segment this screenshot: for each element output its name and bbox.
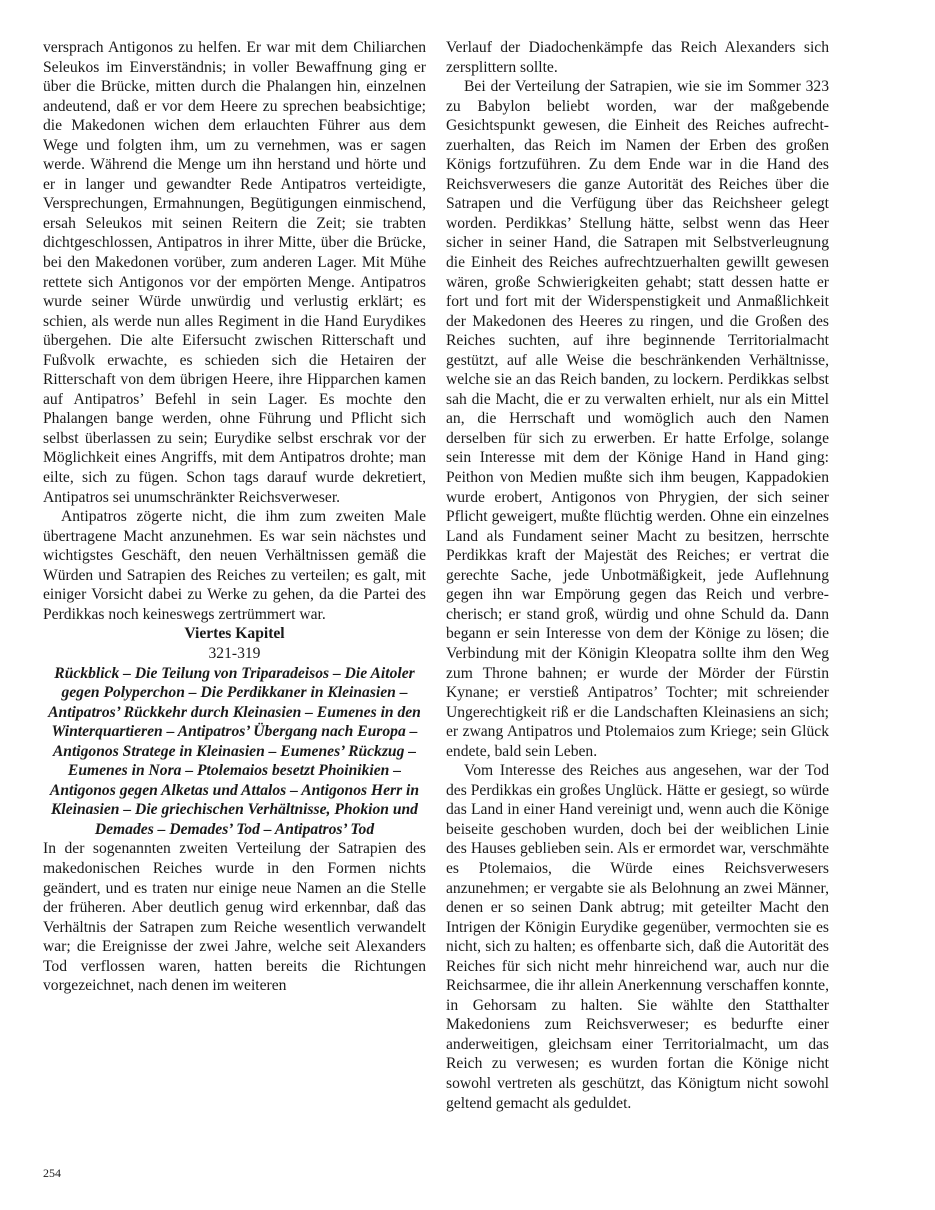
left-column bbox=[43, 38, 426, 996]
left-paragraph-1: versprach Antigonos zu helfen. Er war mit dem Chiliarchen Seleukos im Einverständnis; in voller Bewaffnung ging er über die Brücke, mitten durch die Phalangen hin, einzelnen andeutend, daß er vor dem Heere zu sprechen beabsichtige; die Makedonen wichen dem erlauchten Führer aus dem Wege und folgten ihm, um zu vernehmen, was er sagen werde. Während die Menge um ihn herstand und hörte und er in langer und gewandter Rede Antipatros verteidigte, Versprechungen, Ermahnungen, Begütigungen einmischend, ersah Seleukos mit seinen Reitern die Zeit; sie trabten dichtgeschlossen, Antipatros in ihrer Mitte, über die Brücke, bei den Makedonen vorüber, zum anderen Lager. Mit Mühe rettete sich Antigonos vor der empörten Menge. Antipatros wurde seiner Würde unwürdig und verlustig erklärt; es schien, als werde nun alles Regiment in die Hand Eurydikes übergehen. Die alte Eifersucht zwischen Ritterschaft und Fußvolk erwachte, es schieden sich die Hetairen der Ritterschaft von dem übrigen Heere, ihre Hipparchen kamen auf Antipatros’ Befehl in sein Lager. Es mochte den Phalangen bange werden, ohne Führung und Pflicht sich selbst überlassen zu sein; Eurydike selbst erschrak vor der Möglichkeit eines Angriffs, mit dem Antipatros drohte; man eilte, sich zu fügen. Schon tags darauf wurde dekretiert, Antipatros sei unumschränkter Reichsverweser. bbox=[43, 39, 426, 506]
chapter-summary: Rückblick – Die Teilung von Triparadeisos – Die Aitoler gegen Polyperchon – Die Perdikkaner in Kleinasien – Antipatros’ Rückkehr durch Kleinasien – Eumenes in den Winterquartieren – Antipatros’ Übergang nach Europa – Antigonos Stratege in Kleinasien – Eumenes’ Rückzug – Eumenes in Nora – Ptolemaios besetzt Phoinikien – Antigonos gegen Alketas und Attalos – Antigonos Herr in Kleinasien – Die griechischen Verhältnisse, Phokion und Demades – Demades’ Tod – Antipatros’ Tod bbox=[48, 664, 421, 838]
right-paragraph-1: Verlauf der Diadochenkämpfe das Reich Alexanders sich zersplittern sollte. bbox=[446, 39, 829, 76]
chapter-title: Viertes Kapitel bbox=[184, 625, 285, 643]
chapter-years: 321-319 bbox=[208, 644, 261, 662]
right-paragraph-2: Bei der Verteilung der Satrapien, wie sie im Sommer 323 zu Babylon beliebt worden, war der maßgebende Gesichtspunkt gewesen, die Einheit des Reiches aufrechtzuerhalten, das Reich im Namen der Erben des großen Königs fortzuführen. Zu dem Ende war in die Hand des Reichsverwesers die ganze Autorität des Reiches über die Satrapen und die Verfügung über das Reichsheer gelegt worden. Perdikkas’ Stellung hätte, selbst wenn das Heer sicher in seiner Hand, die Satrapen mit Selbstverleugnung die Einheit des Reiches aufrechtzuerhalten gewillt gewesen wären, große Schwierigkeiten gehabt; statt dessen hatte er fort und fort mit der Widerspenstigkeit und Anmaßlichkeit der Makedonen des Heeres zu ringen, und die Großen des Reiches suchten, auf ihre beginnende Territorialmacht gestützt, auf alle Weise die beschränkenden Verhältnisse, welche sie an das Reich banden, zu lockern. Perdikkas selbst sah die Macht, die er zu verwalten erhielt, nur als ein Mittel an, die Herrschaft und womöglich auch den Namen derselben für sich zu erwerben. Er hatte Erfolge, solange sein Interesse mit dem der Könige Hand in Hand ging: Peithon von Medien mußte sich ihm beugen, Kappadokien wurde erobert, Antigonos von Phrygien, der sich seiner Pflicht geweigert, mußte flüchtig werden. Ohne ein einzelnes Land als Fundament seiner Macht zu besitzen, herrschte Perdikkas kraft der Majestät des Reiches; er vertrat die gerechte Sache, jede Unbotmäßigkeit, jede Auflehnung gegen ihn war Empörung gegen das Reich und verbrecherisch; er stand groß, würdig und ohne Schuld da. Dann begann er sein Interesse von dem der Könige zu lösen; die Verbindung mit der Königin Kleopatra sollte ihm den Weg zum Throne bahnen; er wurde der Mörder der Fürstin Kynane; er verstieß Antipatros’ Tochter; mit schreiender Ungerechtigkeit riß er die Landschaften Kleinasiens an sich; er zwang Antipatros und Ptolemaios zum Kriege; sein Glück endete, bald sein Leben. bbox=[446, 78, 829, 760]
right-column bbox=[446, 38, 829, 1113]
left-paragraph-3: In der sogenannten zweiten Verteilung der Satrapien des makedonischen Reiches wurde in den Formen nichts geändert, und es traten nur einige neue Namen an die Stelle der früheren. Aber deutlich genug wird erkennbar, daß das Verhältnis der Satrapen zum Reiche wesentlich verwandelt war; die Ereignisse der zwei Jahre, welche seit Alexanders Tod verflossen waren, hatten bereits die Richtungen vorgezeichnet, nach denen im weiteren bbox=[43, 840, 426, 995]
page-number: 254 bbox=[43, 1166, 61, 1180]
right-paragraph-3: Vom Interesse des Reiches aus angesehen, war der Tod des Perdikkas ein großes Unglück. Hätte er gesiegt, so würde das Land in einer Hand vereinigt und, wenn auch die Könige beiseite geschoben wurden, doch bei der weiblichen Linie des Hauses geblieben sein. Als er ermordet war, verschmähte es Ptolemaios, die Würde eines Reichsverwesers anzunehmen; er vergabte sie als Belohnung an zwei Männer, denen er so seinen Dank abtrug; mit geteilter Macht den Intrigen der Königin Eurydike gegenüber, vermochten sie es nicht, sich zu halten; es offenbarte sich, daß die Autorität des Reiches für sich nicht mehr hinreichend war, auch nur die Reichsarmee, die ihr allein Anerkennung verschaffen konnte, in Gehorsam zu halten. Sie wählte den Statthalter Makedoniens zum Reichsverweser; es bedurfte einer anderweitigen, gleichsam einer Territorialmacht, um das Reich zu verwesen; es wurden fortan die Könige nicht sowohl vertreten als geschützt, das Königtum nicht sowohl geltend gemacht als geduldet. bbox=[446, 762, 829, 1112]
left-paragraph-2: Antipatros zögerte nicht, die ihm zum zweiten Male übertragene Macht anzunehmen. Es war sein nächstes und wichtigstes Geschäft, den neuen Verhältnissen gemäß die Würden und Satrapien des Reiches zu verteilen; es galt, mit einiger Vorsicht dabei zu Werke zu gehen, da die Partei des Perdikkas noch keineswegs zertrümmert war. bbox=[43, 508, 426, 623]
